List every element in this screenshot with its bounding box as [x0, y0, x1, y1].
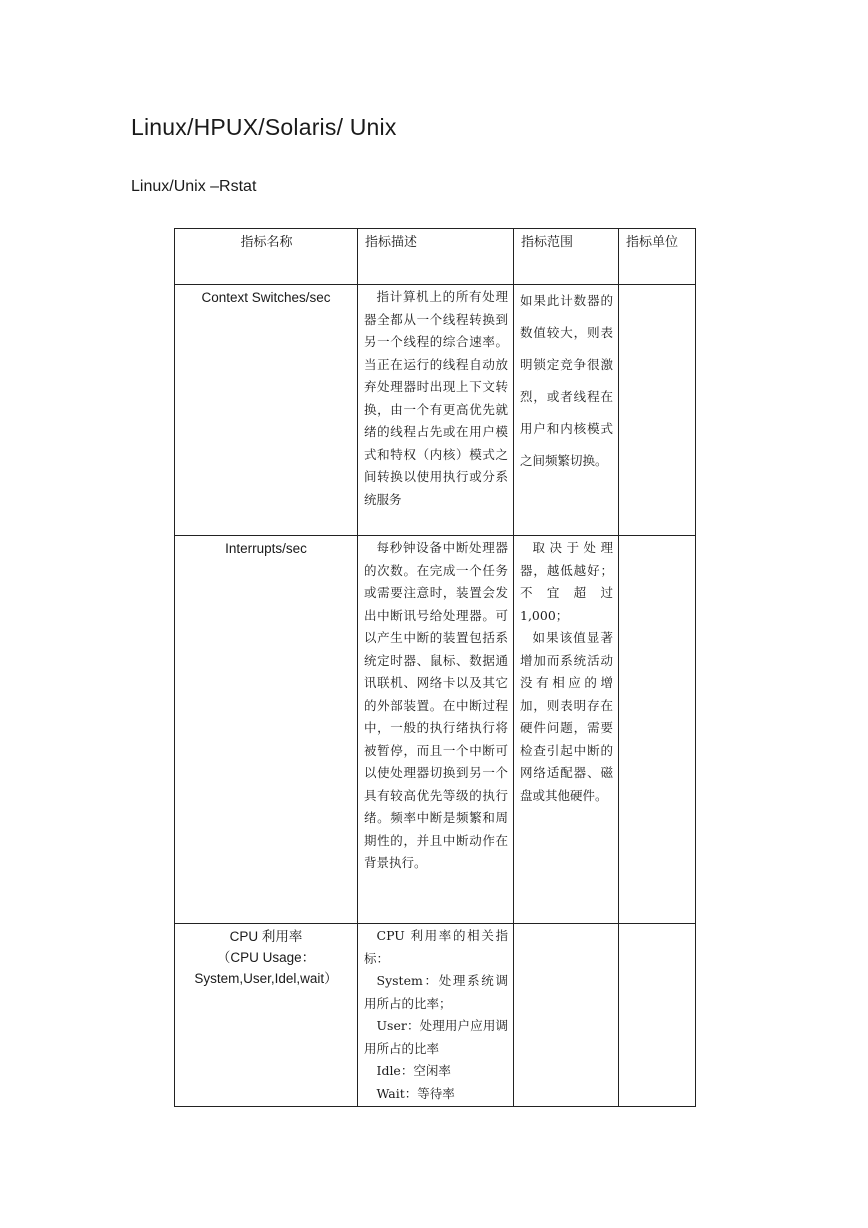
metric-range: 如果此计数器的数值较大，则表明锁定竞争很激烈，或者线程在用户和内核模式之间频繁切换。	[520, 293, 613, 468]
metric-description-line: User：处理用户应用调用所占的比率	[364, 1018, 508, 1056]
section-subtitle: Linux/Unix –Rstat	[131, 178, 257, 195]
metric-range-line: 取决于处理器，越低越好；不宜超过1,000；	[520, 540, 613, 623]
metric-name-line: System,User,Idel,wait）	[194, 971, 338, 986]
table-row	[175, 536, 696, 924]
table-header-row	[175, 229, 696, 285]
metric-unit-cell	[619, 924, 696, 1107]
metric-unit-cell	[619, 536, 696, 924]
header-metric-name: 指标名称	[175, 229, 358, 285]
page-title: Linux/HPUX/Solaris/ Unix	[131, 114, 397, 140]
metrics-table	[174, 228, 696, 1107]
metric-description-cell	[358, 285, 514, 536]
header-metric-unit: 指标单位	[619, 229, 696, 285]
metric-description: 指计算机上的所有处理器全都从一个线程转换到另一个线程的综合速率。当正在运行的线程自动放弃处理器时出现上下文转换，由一个有更高优先就绪的线程占先或在用户模式和特权（内核）模式之间转换以使用执行或分系统服务	[364, 289, 508, 507]
header-metric-description: 指标描述	[358, 229, 514, 285]
metric-name-line: CPU 利用率	[229, 929, 303, 944]
metric-name: Interrupts/sec	[225, 541, 307, 556]
metric-range-line: 如果该值显著增加而系统活动没有相应的增加，则表明存在硬件问题，需要检查引起中断的网络适配器、磁盘或其他硬件。	[520, 630, 613, 803]
metric-name-line: （CPU Usage：	[216, 950, 316, 965]
metric-description-line: Idle：空闲率	[376, 1063, 451, 1078]
metric-description-line: System：处理系统调用所占的比率；	[364, 973, 508, 1011]
metric-description: 每秒钟设备中断处理器的次数。在完成一个任务或需要注意时，装置会发出中断讯号给处理器。可以产生中断的装置包括系统定时器、鼠标、数据通讯联机、网络卡以及其它的外部装置。在中断过程中，一般的执行绪执行将被暂停，而且一个中断可以使处理器切换到另一个具有较高优先等级的执行绪。频率中断是频繁和周期性的，并且中断动作在背景执行。	[364, 540, 508, 870]
metric-description-cell	[358, 536, 514, 924]
metric-unit-cell	[619, 285, 696, 536]
metric-description-line: Wait：等待率	[376, 1085, 455, 1101]
metric-range-cell	[514, 924, 619, 1107]
metric-range-cell	[514, 285, 619, 536]
metric-name-cell	[175, 285, 358, 536]
metric-name-cell	[175, 536, 358, 924]
metric-description-line: CPU 利用率的相关指标：	[364, 928, 508, 966]
metric-name: Context Switches/sec	[201, 290, 331, 305]
metric-range-cell	[514, 536, 619, 924]
metric-name-cell	[175, 924, 358, 1107]
metric-description-cell	[358, 924, 514, 1107]
table-row	[175, 285, 696, 536]
table-row	[175, 924, 696, 1107]
header-metric-range: 指标范围	[514, 229, 619, 285]
